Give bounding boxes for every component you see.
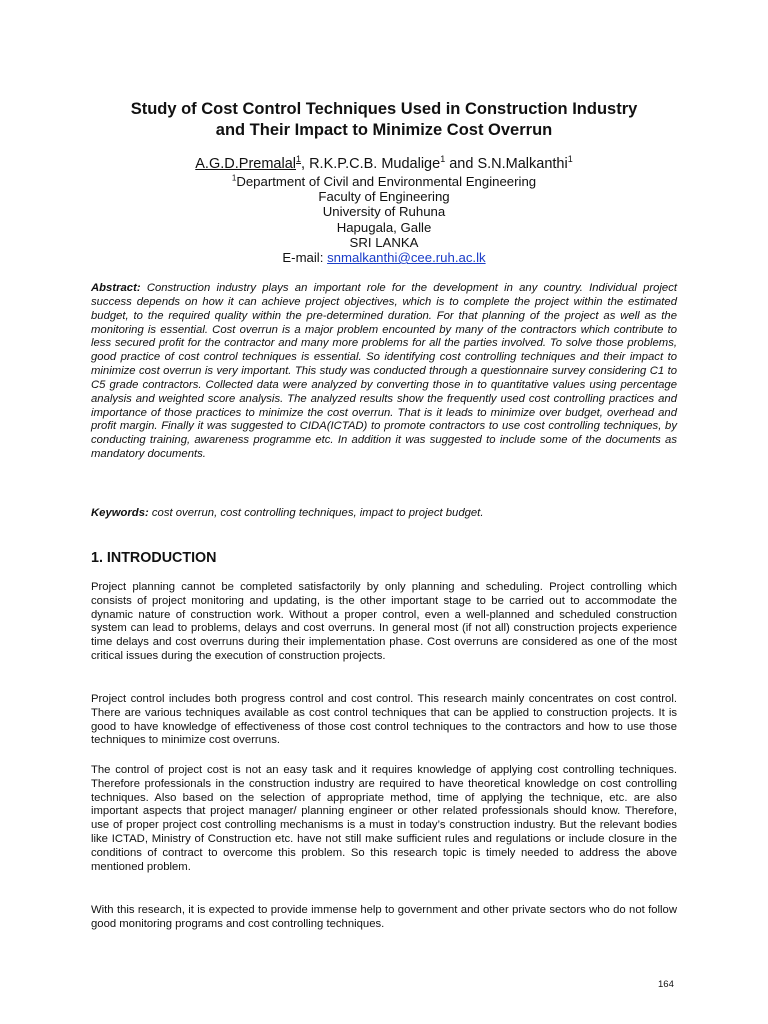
keywords-text: cost overrun, cost controlling techniques, impact to project budget. [151, 507, 484, 519]
affiliation-sup: 1 [231, 173, 237, 183]
title-line-2: and Their Impact to Minimize Cost Overrun [215, 121, 553, 139]
email-label: E-mail: [282, 250, 324, 266]
affiliation-location: Hapugala, Galle [336, 219, 432, 235]
affiliation-country: SRI LANKA [349, 234, 419, 250]
author-mudalige: , R.K.P.C.B. Mudalige [301, 156, 441, 172]
body-paragraph: Project control includes both progress control and cost control. This research mainly concentrates on cost control. There are various techniques available as cost control techniques that can be applied to construction projects. It is good to have knowledge of effectiveness of those cost control techniques to the contractors and how to use those techniques to minimize cost overruns. [91, 693, 677, 747]
body-paragraph: Project planning cannot be completed satisfactorily by only planning and scheduling. Project controlling which consists of project monitoring and updating, is the other important stage to be carried out to accommodate the dynamic nature of construction work. Without a proper control, even a well-planned and scheduled construction system can lead to problems, delays and cost overruns. In general most (if not all) construction projects experience time delays and cost overruns during their implementation phase. Cost overruns are considered as one of the most critical issues during the execution of construction projects. [91, 581, 677, 662]
abstract [91, 282, 677, 462]
email-link[interactable]: snmalkanthi@cee.ruh.ac.lk [327, 250, 486, 266]
keywords-label: Keywords: [91, 507, 149, 519]
abstract-label: Abstract: [91, 282, 141, 294]
author-sup-3: 1 [567, 154, 573, 165]
affiliation-department [90, 174, 678, 189]
section-heading-introduction: 1. INTRODUCTION [91, 550, 217, 566]
keywords [91, 506, 677, 520]
paper-title [90, 99, 678, 141]
author-malkanthi: and S.N.Malkanthi [445, 156, 568, 172]
author-sup-2: 1 [440, 154, 446, 165]
author-list [90, 155, 678, 173]
affiliation-university: University of Ruhuna [322, 204, 446, 220]
page-number: 164 [658, 979, 674, 990]
affiliation-faculty: Faculty of Engineering [318, 189, 450, 205]
author-premalal: A.G.D.Premalal [195, 156, 296, 172]
body-paragraph: With this research, it is expected to provide immense help to government and other private sectors who do not follow good monitoring programs and cost controlling techniques. [91, 904, 677, 930]
title-line-1: Study of Cost Control Techniques Used in Construction Industry [130, 100, 638, 118]
affiliation-email-line [90, 250, 678, 265]
department-text: Department of Civil and Environmental Engineering [236, 174, 537, 189]
affiliation-block [90, 174, 678, 265]
author-sup-1: 1 [296, 154, 302, 165]
abstract-text: Construction industry plays an important role for the development in any country. Individual project success depends on how it can achieve project objectives, which is to complete the project within the estimated budget, to the required quality within the pre-determined duration. For that planning of the project as well as the monitoring is essential. Cost overrun is a major problem encounted by many of the contractors which contribute to less secured profit for the contractor and many more problems for all the parties involved. To solve those problems, good practice of cost control techniques is essential. So identifying cost controlling techniques and their impact to minimize cost overrun is very important. This study was conducted through a questionnaire survey considering C1 to C5 grade contractors. Collected data were analyzed by converting those in to quantitative values using percentage analysis and weighted score analysis. The analyzed results show the frequently used cost controlling practices and importance of those practices to minimize the cost overrun. That is it leads to minimize over budget, overhead and profit margin. Finally it was suggested to CIDA(ICTAD) to promote contractors to use cost controlling techniques, by conducting training, awareness programme etc. In addition it was suggested to include some of the documents as mandatory documents. [91, 282, 677, 461]
body-paragraph: The control of project cost is not an easy task and it requires knowledge of applying cost controlling techniques. Therefore professionals in the construction industry are required to have theoretical knowledge on cost controlling techniques. Also based on the selection of appropriate method, time of applying the technique, etc. are also important aspects that project manager/ planning engineer or other related professionals should know. Therefore, use of proper project cost controlling mechanisms is a must in today’s construction industry. But the relevant bodies like ICTAD, Ministry of Construction etc. have not still make sufficient rules and regulations or include closure in the conditions of contract to overcome this problem. So this research topic is timely needed to address the above mentioned problem. [91, 764, 677, 873]
